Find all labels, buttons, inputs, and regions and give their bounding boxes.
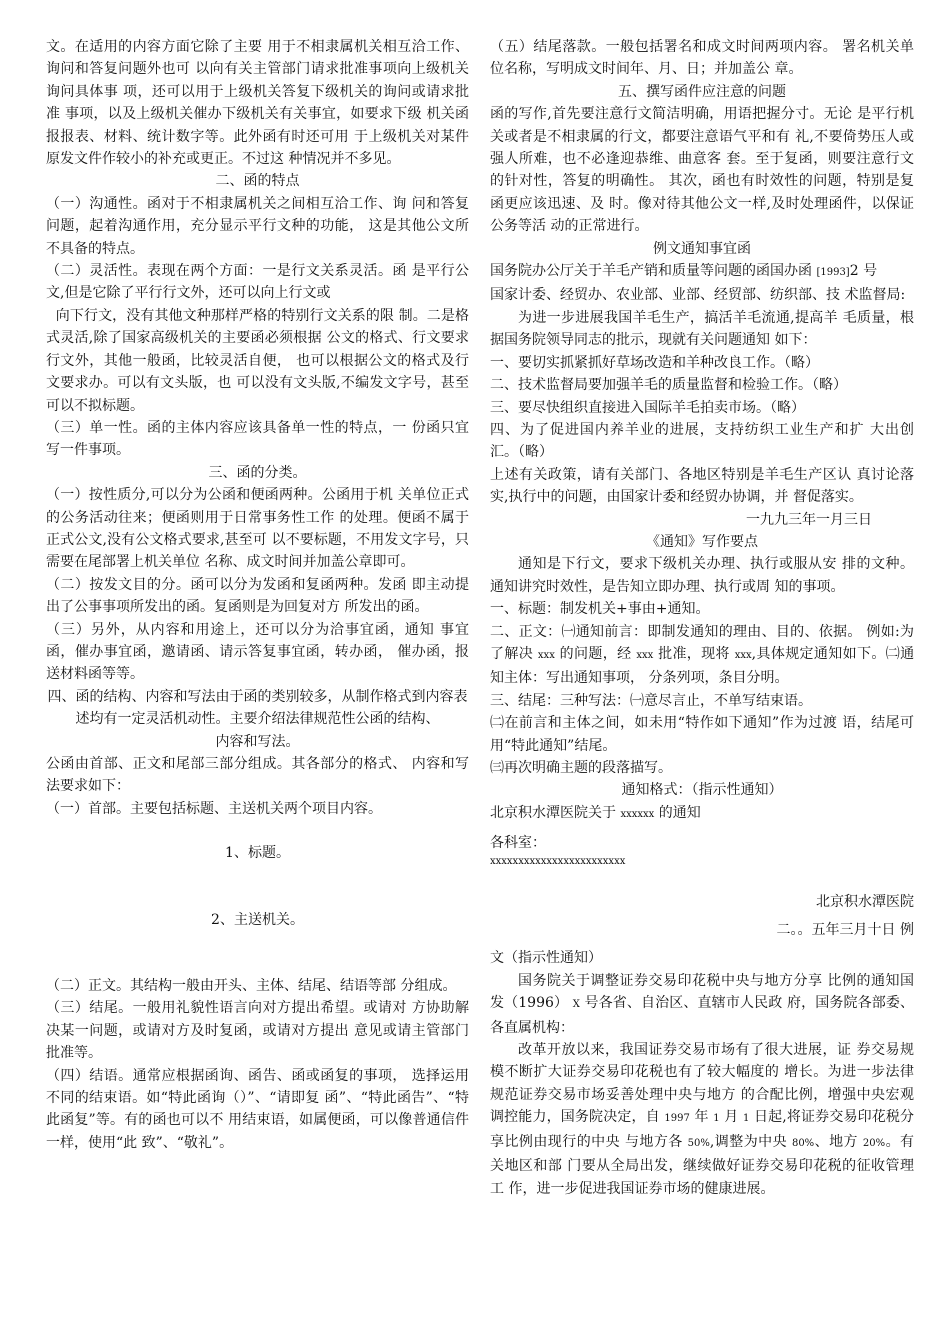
paragraph: （一）按性质分,可以分为公函和便函两种。公函用于机 关单位正式的公务活动往来；便函则用于日常事务性工作 的处理。便函不属于正式公文,没有公文格式要求,甚至可 以不要标题，不用发文字号，只需要在尾部署上机关单位 名称、成文时间并加盖公章即可。 — [46, 487, 469, 571]
paragraph: （三）单一性。函的主体内容应该具备单一性的特点，一 份函只宜写一件事项。 — [46, 419, 469, 459]
sub-item: 2、主送机关。 — [211, 911, 304, 928]
section-heading: 三、函的分类。 — [208, 464, 307, 481]
notice-addressee: 各科室： — [490, 835, 546, 852]
paragraph: 改革开放以来，我国证券交易市场有了很大进展，证 券交易规模不断扩大证券交易印花税也有了较大幅度的 增长。为进一步法律规范证券交易市场妥善处理中央与地方 的合配比例，增强中央宏观调控能力，国务院决定，自 1997 年 1 月 1 日起,将证券交易印花税分享比例由现行的中央 与地方各 50%,调整为中央 80%、地方 20%。有关地区和部 门要从全局出发，继续做好证券交易印花税的征收管理工 作，进一步促进我国证券市场的健康进展。 — [490, 1042, 915, 1197]
paragraph: 国务院关于调整证券交易印花税中央与地方分享 比例的通知国发（1996） X 号各省、自治区、直辖市人民政 府，国务院各部委、各直属机构： — [490, 972, 915, 1036]
list-item: 二、技术监督局要加强羊毛的质量监督和检验工作。（略） — [490, 377, 847, 394]
paragraph: 向下行文，没有其他文种那样严格的特别行文关系的限 制。二是格式灵活,除了国家高级机关的主要函必须根据 公文的格式、行文要求行文外，其他一般函，比较灵活自便， 也可以根据公文的格式及行文要求办。可以有文头版，也 可以没有文头版,不编发文字号，甚至可以不拟标题。 — [46, 307, 469, 414]
notice-title: 北京积水潭医院关于 xxxxxx 的通知 — [490, 804, 701, 821]
section-heading: 通知格式：（指示性通知） — [621, 782, 783, 799]
paragraph: （一）首部。主要包括标题、主送机关两个项目内容。 — [46, 800, 382, 817]
right-column — [490, 36, 914, 1200]
paragraph: （一）沟通性。函对于不相隶属机关之间相互洽工作、询 问和答复问题，起着沟通作用，充分显示平行文种的功能， 这是其他公文所不具备的特点。 — [46, 195, 469, 257]
paragraph: 文。在适用的内容方面它除了主要 用于不相隶属机关相互洽工作、询问和答复问题外也可 以向有关主管部门请求批准事项向上级机关询问具体事 项，还可以用于上级机关答复下级机关的询问或请求批准 事项，以及上级机关催办下级机关有关事宜，如要求下级 机关函报报表、材料、统计数字等。此外函有时还可用 于上级机关对某件原发文件作较小的补充或更正。不过这 种情况并不多见。 — [46, 39, 469, 168]
list-item: ㈢再次明确主题的段落描写。 — [490, 760, 672, 776]
paragraph: 通知是下行文，要求下级机关办理、执行或服从安 排的文种。通知讲究时效性，是告知立即办理、执行或周 知的事项。 — [490, 556, 914, 595]
list-item: 二、正文：㈠通知前言：即制发通知的理由、目的、依据。 例如:为了解决 xxx 的问题，经 xxx 批准，现将 xxx,具体规定通知如下。㈡通知主体：写出通知事项， 分条列项，条目分明。 — [490, 623, 915, 687]
section-heading: 《通知》写作要点 — [646, 533, 758, 550]
paragraph: （五）结尾落款。一般包括署名和成文时间两项内容。 署名机关单位名称，写明成文时间年、月、日；并加盖公 章。 — [490, 39, 914, 78]
section-heading: 五、撰写函件应注意的问题 — [618, 83, 786, 100]
letter-title: 国务院办公厅关于羊毛产销和质量等问题的函国办函 [1993]2 号 — [490, 263, 878, 280]
paragraph: （二）灵活性。表现在两个方面：一是行文关系灵活。函 是平行公文,但是它除了平行行文外，还可以向上行文或 — [46, 263, 469, 302]
list-item: ㈡在前言和主体之间，如未用“特作如下通知”作为过渡 语，结尾可用“特此通知”结尾。 — [490, 715, 914, 754]
date: 一九九三年一月三日 — [746, 511, 872, 528]
paragraph: （三）另外，从内容和用途上，还可以分为洽事宜函，通知 事宜函，催办事宜函，邀请函、请示答复事宜函，转办函， 催办函，报送材料函等等。 — [46, 621, 469, 683]
notice-body-placeholder: xxxxxxxxxxxxxxxxxxxxxxxx — [490, 855, 626, 867]
paragraph: 函的写作,首先要注意行文简洁明确，用语把握分寸。无论 是平行机关或者是不相隶属的行文，都要注意语气平和有 礼,不要倚势压人或强人所难，也不必逢迎恭维、曲意客 套。至于复函，则要注意行文的针对性，答复的明确性。 其次，函也有时效性的问题，特别是复函更应该迅速、及 时。像对待其他公文一样,及时处理函件，以保证公务等活 动的正常进行。 — [490, 106, 914, 235]
list-item: 四、为了促进国内养羊业的进展，支持纺织工业生产和扩 大出创汇。（略） — [490, 421, 914, 461]
list-item: 一、标题：制发机关+事由+通知。 — [490, 601, 710, 618]
paragraph: （二）正文。其结构一般由开头、主体、结尾、结语等部 分组成。 — [46, 978, 457, 995]
paragraph: 为进一步进展我国羊毛生产，搞活羊毛流通,提高羊 毛质量，根据国务院领导同志的批示，现就有关问题通知 如下： — [490, 309, 914, 349]
list-item: 一、要切实抓紧抓好草场改造和羊种改良工作。（略） — [490, 354, 819, 371]
list-item: 三、要尽快组织直接进入国际羊毛拍卖市场。（略） — [490, 399, 805, 416]
list-item: 三、结尾：三种写法：㈠意尽言止，不单写结束语。 — [490, 692, 812, 709]
notice-date: 二。。五年三月十日 例 — [776, 922, 914, 939]
section-heading: 文（指示性通知） — [490, 950, 602, 967]
notice-signature: 北京积水潭医院 — [816, 893, 914, 910]
left-column — [46, 36, 469, 1154]
paragraph: （三）结尾。一般用礼貌性语言向对方提出希望。或请对 方协助解决某一问题，或请对方及时复函，或请对方提出 意见或请主管部门批准等。 — [46, 1000, 469, 1062]
paragraph: （二）按发文目的分。函可以分为发函和复函两种。发函 即主动提出了公事事项所发出的函。复函则是为回复对方 所发出的函。 — [46, 576, 469, 616]
paragraph: （四）结语。通常应根据函询、函告、函或函复的事项， 选择运用不同的结束语。如“特此函询（）”、“请即复 函”、“特此函告”、“特此函复”等。有的函也可以不 用结束语，如属便函，可以像普通信件一样，使用“此 致”、“敬礼”。 — [46, 1067, 469, 1151]
paragraph: 上述有关政策，请有关部门、各地区特别是羊毛生产区认 真讨论落实,执行中的问题，由国家计委和经贸办协调，并 督促落实。 — [490, 466, 914, 506]
addressees: 国家计委、经贸办、农业部、业部、经贸部、纺织部、技 术监督局: — [490, 287, 906, 304]
paragraph: 公函由首部、正文和尾部三部分组成。其各部分的格式、 内容和写法要求如下： — [46, 756, 469, 795]
section-heading: 四、函的结构、内容和写法由于函的类别较多，从制作格式到内容表述均有一定灵活机动性。主要介绍法律规范性公函的结构、 — [47, 688, 468, 728]
section-heading: 二、函的特点 — [215, 173, 300, 190]
section-heading: 例文通知事宜函 — [653, 240, 751, 257]
section-heading: 内容和写法。 — [215, 733, 300, 750]
sub-item: 1、标题。 — [225, 845, 290, 862]
